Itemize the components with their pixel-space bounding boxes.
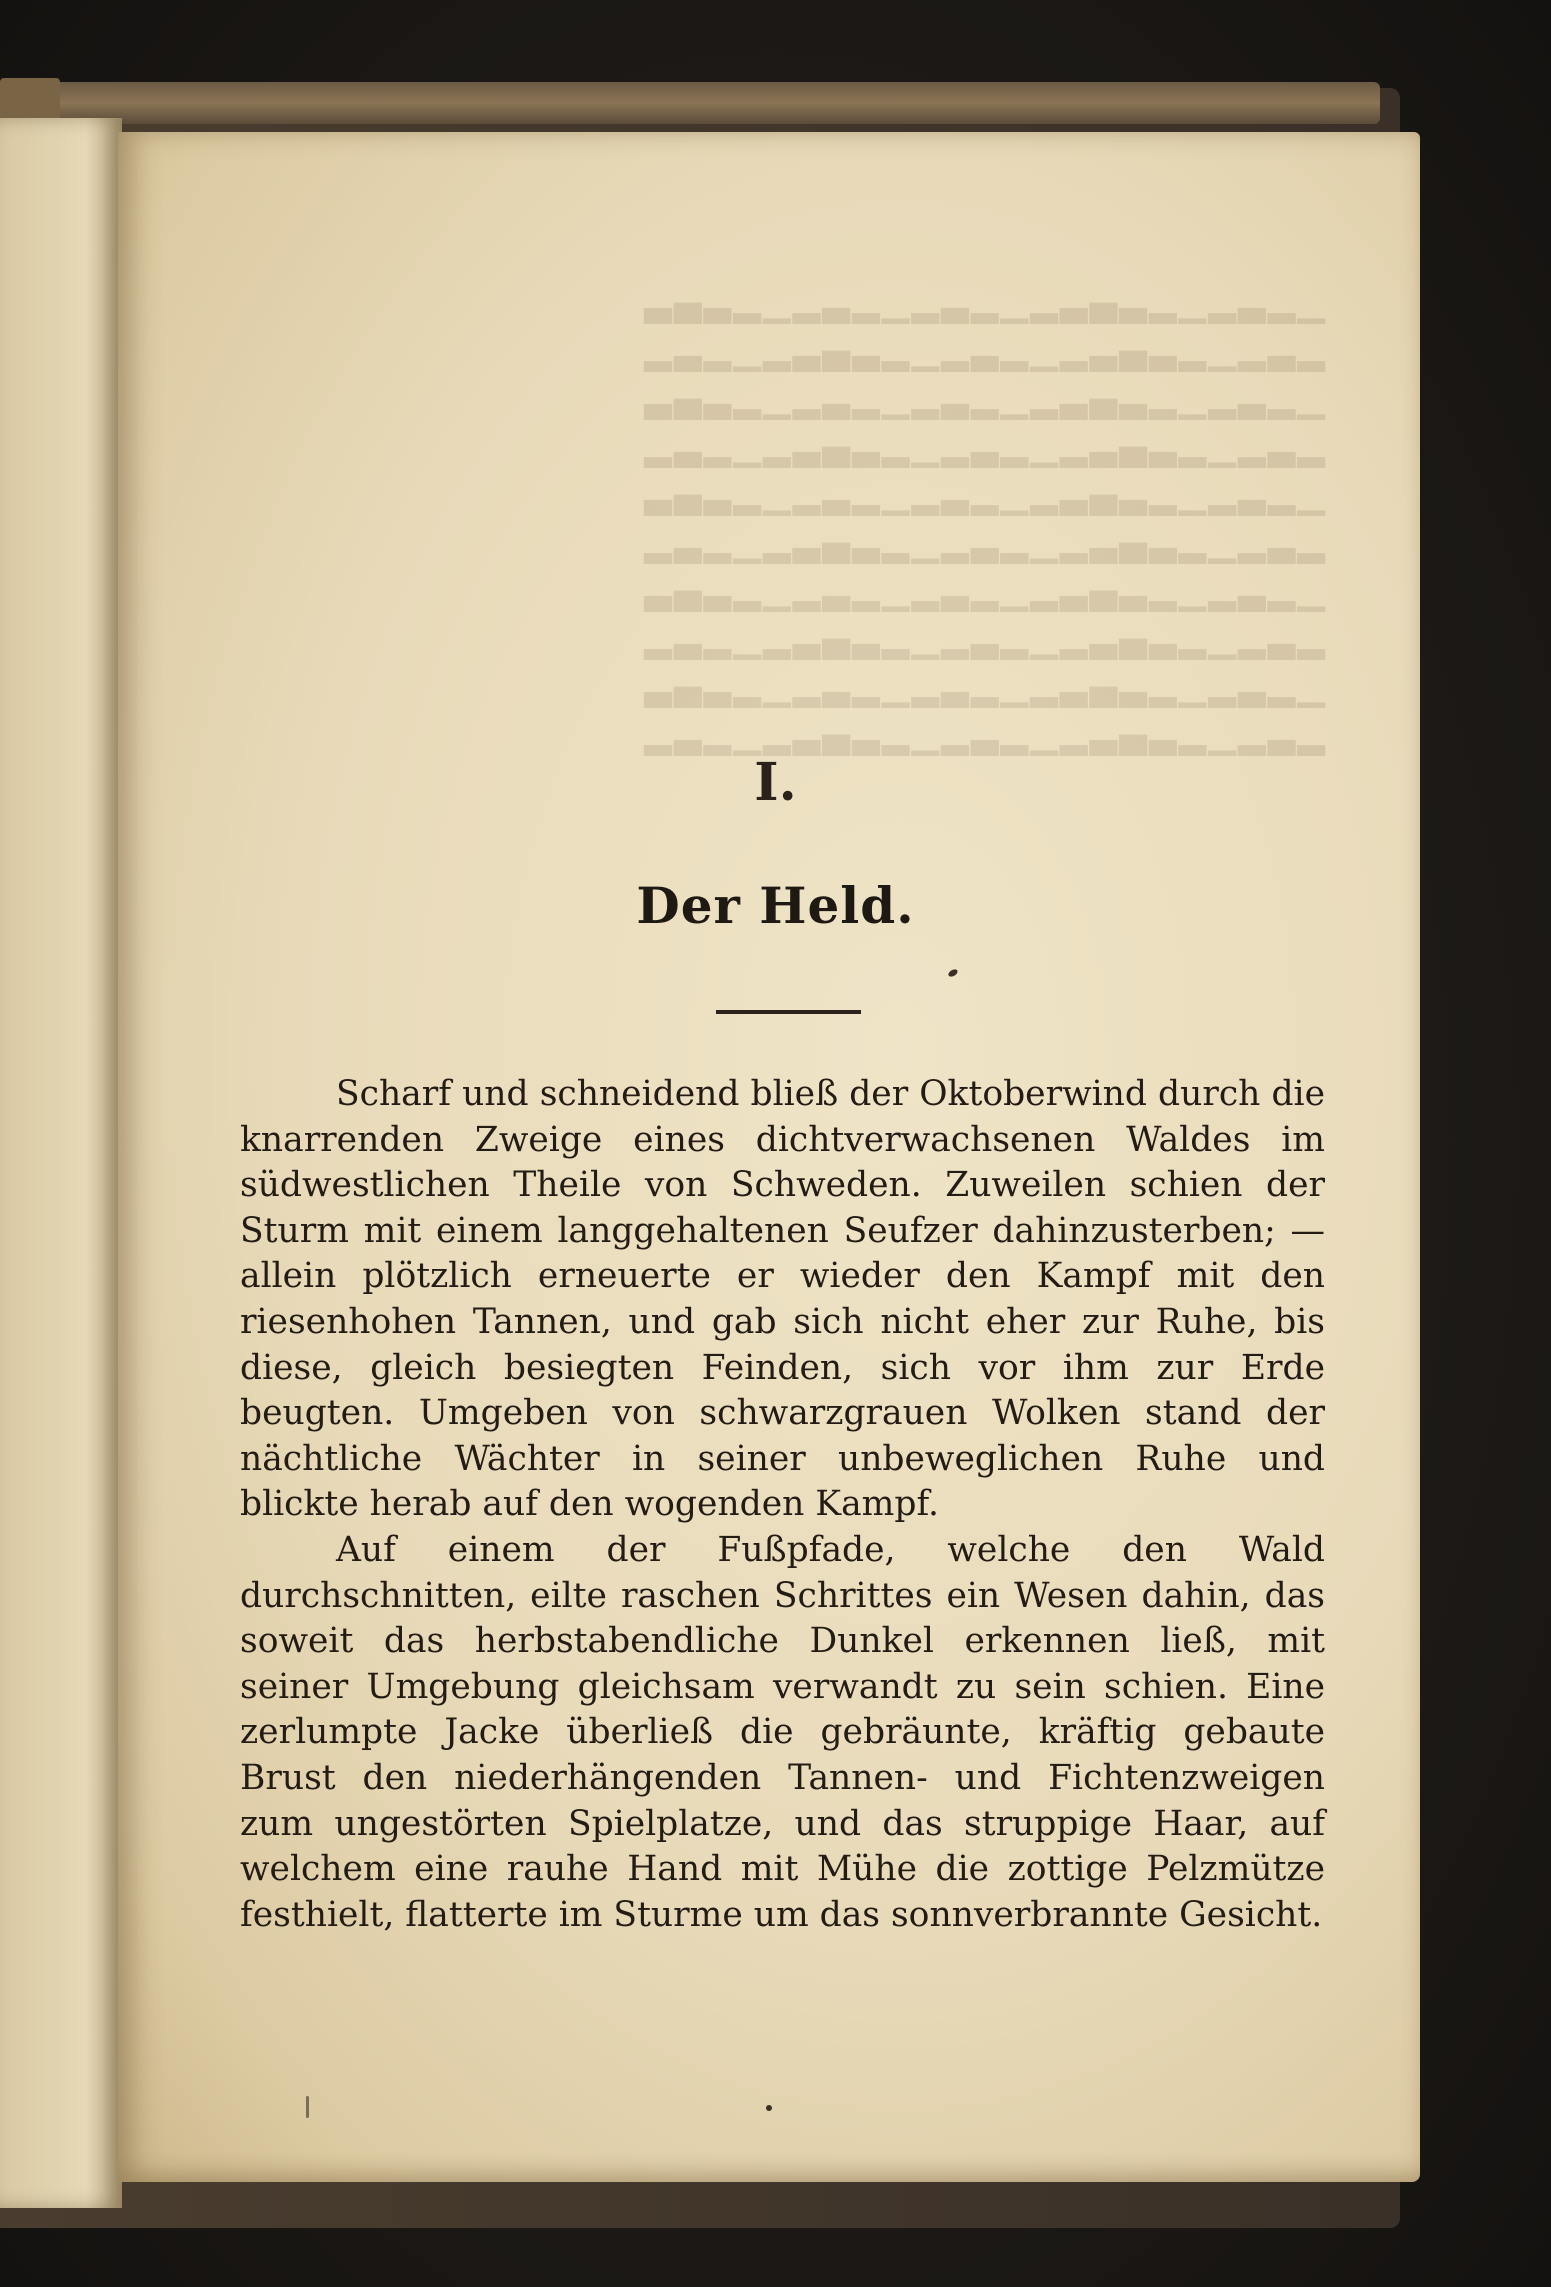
bleed-through-texture: ▁▂▃▂▁▂▃▄▃▂▁▂▃▂▁▂▃▂▁▂▃▄▃ ▂▃▂▁▂▃▄▃▂▁▂▃▂▁▂▃▄▃▂▁▂▃▂ ▁▂▃▂▁▂▃▄▃▂▁▂▃▂▁▂▃▂▁▂▃▄▃ ▂▃▂▁▂▃▄▃▂▁▂▃▂▁▂▃▄▃▂▁▂▃▂ ▁▂▃▂▁▂▃▄▃▂▁▂▃▂▁▂▃▂▁▂▃▄▃ ▂▃▂▁▂▃▄▃▂▁▂▃▂▁▂▃▄▃▂▁▂▃▂ ▁▂▃▂▁▂▃▄▃▂▁▂▃▂▁▂▃▂▁▂▃▄▃ ▂▃▂▁▂▃▄▃▂▁▂▃▂▁▂▃▄▃▂▁▂▃▂ ▁▂▃▂▁▂▃▄▃▂▁▂▃▂▁▂▃▂▁▂▃▄▃ ▂▃▂▁▂▃▄▃▂▁▂▃▂▁▂▃▄▃▂▁▂▃▂ [642, 283, 1325, 756]
body-text [240, 1072, 1325, 1938]
cover-top-edge [40, 82, 1380, 124]
ink-speck [766, 2105, 772, 2111]
chapter-title: Der Held. [636, 876, 915, 935]
paragraph: Scharf und schneidend bließ der Oktoberwind durch die knarrenden Zweige eines dichtverwachsenen Waldes im südwestlichen Theile von Schweden. Zuweilen schien der Sturm mit einem langgehaltenen Seufzer dahinzusterben; — allein plötzlich erneuerte er wieder den Kampf mit den riesenhohen Tannen, und gab sich nicht eher zur Ruhe, bis diese, gleich besiegten Feinden, sich vor ihm zur Erde beugten. Umgeben von schwarzgrauen Wolken stand der nächtliche Wächter in seiner unbeweglichen Ruhe und blickte herab auf den wogenden Kampf. [240, 1074, 1325, 1525]
paragraph: Auf einem der Fußpfade, welche den Wald durchschnitten, eilte raschen Schrittes ein Wesen dahin, das soweit das herbstabendliche Dunkel erkennen ließ, mit seiner Umgebung gleichsam verwandt zu sein schien. Eine zerlumpte Jacke überließ die gebräunte, kräftig gebaute Brust den niederhängenden Tannen- und Fichtenzweigen zum ungestörten Spielplatze, und das struppige Haar, auf welchem eine rauhe Hand mit Mühe die zottige Pelzmütze festhielt, flatterte im Sturme um das sonnverbrannte Gesicht. [240, 1529, 1325, 1935]
facing-page [0, 118, 122, 2208]
chapter-number: I. [754, 752, 797, 813]
ink-speck [306, 2096, 309, 2118]
title-rule [716, 1010, 861, 1014]
